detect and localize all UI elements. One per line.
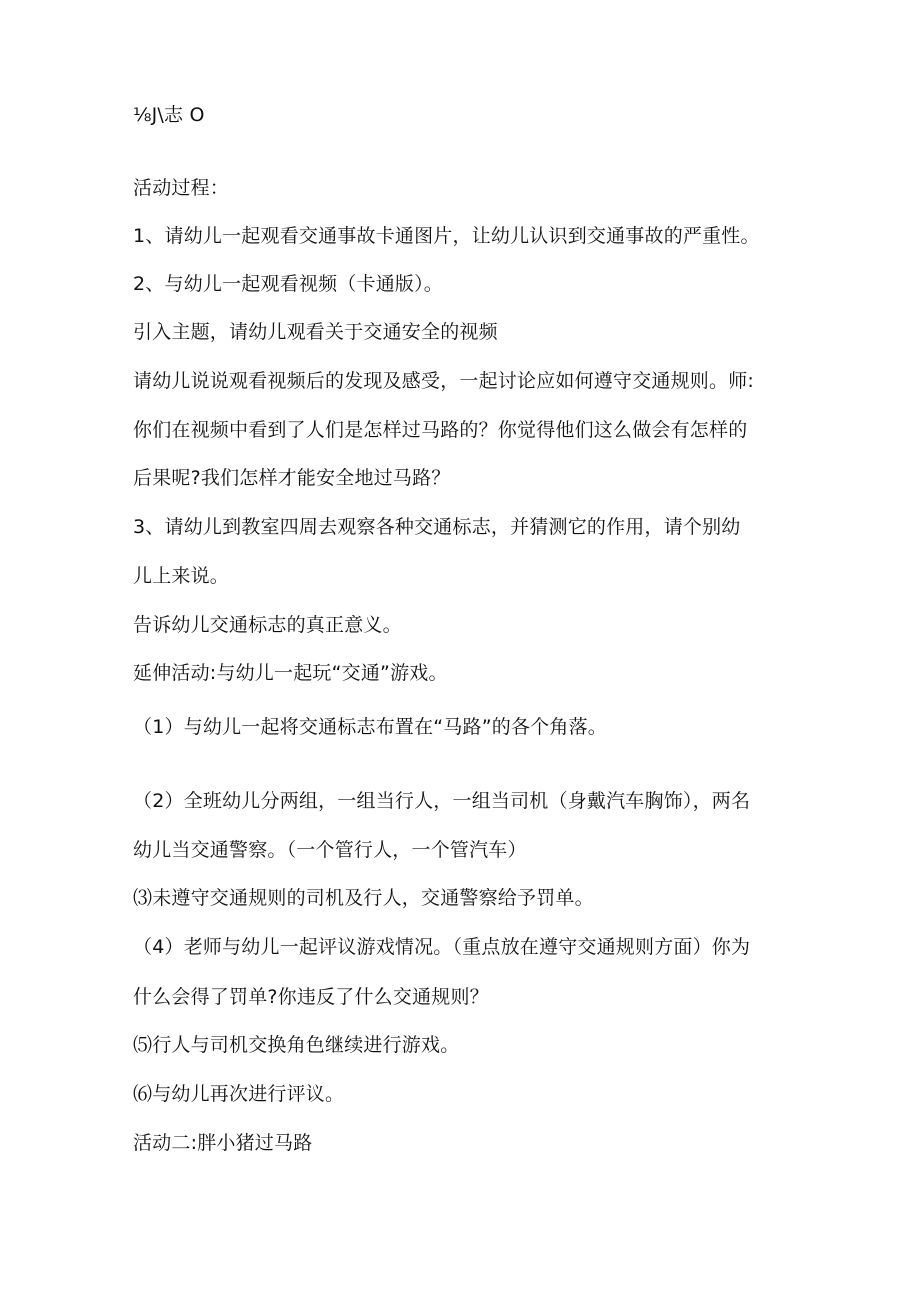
game-step-1: （1）与幼儿一起将交通标志布置在“马路”的各个角落。 [133,716,607,738]
extension-activity-text: 延伸活动:与幼儿一起玩“交通”游戏。 [133,662,448,684]
activity-process-heading: 活动过程： [133,177,230,199]
discussion-line-2: 你们在视频中看到了人们是怎样过马路的？你觉得他们这么做会有怎样的 [133,419,748,441]
step-1-text: 1、请幼儿一起观看交通事故卡通图片，让幼儿认识到交通事故的严重性。 [133,225,760,247]
document-heading-fragment: ⅛J\志 O [133,104,205,126]
game-step-4-line-2: 什么会得了罚单?你违反了什么交通规则？ [133,986,489,1008]
traffic-sign-meaning-text: 告诉幼儿交通标志的真正意义。 [133,614,402,636]
activity-two-heading: 活动二:胖小猪过马路 [133,1132,313,1154]
discussion-line-1: 请幼儿说说观看视频后的发现及感受，一起讨论应如何遵守交通规则。师: [133,370,755,392]
game-step-2-line-1: （2）全班幼儿分两组，一组当行人，一组当司机（身戴汽车胸饰），两名 [133,790,751,812]
game-step-2-line-2: 幼儿当交通警察。（一个管行人，一个管汽车） [133,839,527,861]
game-step-4-line-1: （4）老师与幼儿一起评议游戏情况。（重点放在遵守交通规则方面）你为 [133,936,751,958]
discussion-line-3: 后果呢?我们怎样才能安全地过马路？ [133,467,451,489]
intro-topic-text: 引入主题，请幼儿观看关于交通安全的视频 [133,321,498,343]
step-3-line-2: 儿上来说。 [133,565,230,587]
game-step-3: ⑶未遵守交通规则的司机及行人，交通警察给予罚单。 [133,887,594,909]
step-3-line-1: 3、请幼儿到教室四周去观察各种交通标志，并猜测它的作用，请个别幼 [133,516,741,538]
step-2-text: 2、与幼儿一起观看视频（卡通版）。 [133,273,443,295]
game-step-6: ⑹与幼儿再次进行评议。 [133,1083,345,1105]
game-step-5: ⑸行人与司机交换角色继续进行游戏。 [133,1034,460,1056]
